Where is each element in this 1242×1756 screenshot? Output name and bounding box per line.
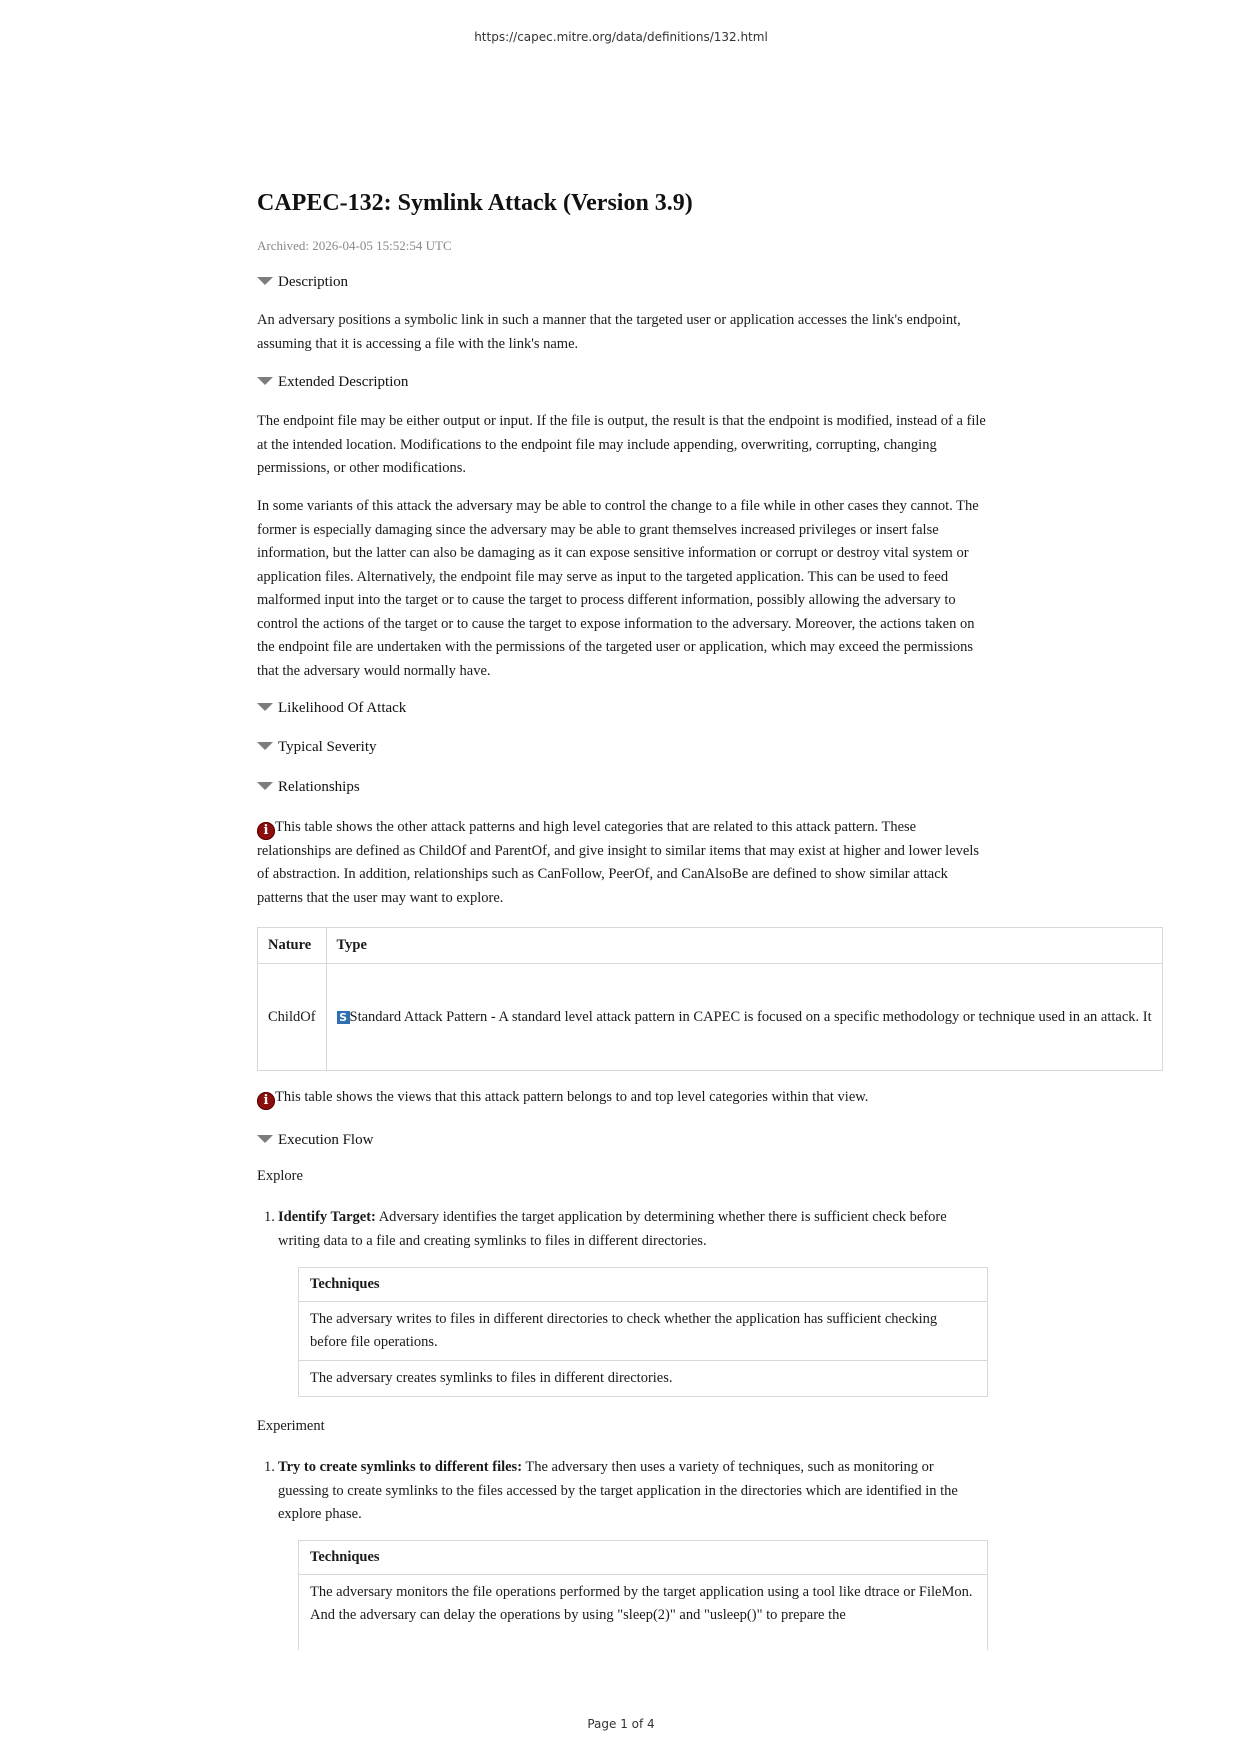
description-text: An adversary positions a symbolic link in such a manner that the targeted user or application accesses the link's endpoint, assuming that it is accessing a file with the link's name. <box>257 312 961 352</box>
collapse-triangle-icon <box>257 377 273 385</box>
section-label: Extended Description <box>278 374 409 390</box>
step-number: 1. <box>264 1209 275 1225</box>
archived-timestamp: Archived: 2026-04-05 15:52:54 UTC <box>257 238 452 253</box>
cell-nature: ChildOf <box>258 964 327 1071</box>
experiment-step <box>264 1456 988 1527</box>
column-header-type: Type <box>326 928 1162 964</box>
section-label: Likelihood Of Attack <box>278 700 407 716</box>
step-number: 1. <box>264 1459 275 1475</box>
explore-techniques-table <box>298 1267 988 1397</box>
standard-pattern-icon: S <box>337 1011 350 1024</box>
collapse-triangle-icon <box>257 742 273 750</box>
section-typical-severity[interactable] <box>257 739 377 756</box>
relationships-note-text: This table shows the other attack patterns and high level categories that are related to this attack pattern. These relationships are defined as ChildOf and ParentOf, and give insight to similar items that may exist at higher and lower levels of abstraction. In addition, relationships such as CanFollow, PeerOf, and CanAlsoBe are defined to show similar attack patterns that the user may want to explore. <box>257 819 980 906</box>
techniques-header: Techniques <box>299 1268 988 1302</box>
section-description[interactable] <box>257 274 348 291</box>
extended-description-p1: The endpoint file may be either output or input. If the file is output, the result is that the endpoint is modified, instead of a file at the intended location. Modifications to the endpoint file may include appending, overwriting, corrupting, changing permissions, or other modifications. <box>257 413 986 476</box>
step-title: Try to create symlinks to different files: <box>278 1459 523 1475</box>
section-label: Description <box>278 274 348 290</box>
relationships-note <box>257 816 987 910</box>
cell-type <box>326 964 1162 1071</box>
table-header-row <box>258 928 1163 964</box>
explore-step <box>264 1206 988 1253</box>
info-icon: i <box>257 822 275 840</box>
collapse-triangle-icon <box>257 703 273 711</box>
info-icon: i <box>257 1092 275 1110</box>
section-likelihood[interactable] <box>257 700 406 717</box>
step-text: Adversary identifies the target application by determining whether there is sufficient check before writing data to a file and creating symlinks to files in different directories. <box>278 1209 947 1249</box>
experiment-techniques-table <box>298 1540 988 1650</box>
section-execution-flow[interactable] <box>257 1132 373 1149</box>
relationships-table <box>257 927 1163 1071</box>
views-note-text: This table shows the views that this attack pattern belongs to and top level categories within that view. <box>275 1089 869 1105</box>
phase-experiment-label: Experiment <box>257 1418 325 1434</box>
technique-row: The adversary writes to files in different directories to check whether the application has sufficient checking before file operations. <box>299 1302 988 1361</box>
section-label: Relationships <box>278 779 360 795</box>
section-label: Typical Severity <box>278 739 377 755</box>
cell-type-text[interactable]: Standard Attack Pattern - A standard level attack pattern in CAPEC is focused on a specific methodology or technique used in an attack. It <box>349 1008 1152 1025</box>
step-text: The adversary then uses a variety of techniques, such as monitoring or guessing to create symlinks to the files accessed by the target application in the directories which are identified in the explore phase. <box>278 1459 958 1522</box>
page-url: https://capec.mitre.org/data/definitions/132.html <box>474 30 768 44</box>
section-extended-description[interactable] <box>257 374 408 391</box>
collapse-triangle-icon <box>257 782 273 790</box>
collapse-triangle-icon <box>257 277 273 285</box>
page-title: CAPEC-132: Symlink Attack (Version 3.9) <box>257 190 693 216</box>
views-note <box>257 1086 987 1110</box>
technique-row: The adversary monitors the file operations performed by the target application using a tool like dtrace or FileMon. And the adversary can delay the operations by using "sleep(2)" and "usleep()" to prepare the <box>299 1575 988 1651</box>
section-label: Execution Flow <box>278 1132 374 1148</box>
page-footer: Page 1 of 4 <box>587 1717 655 1731</box>
techniques-header: Techniques <box>299 1541 988 1575</box>
step-title: Identify Target: <box>278 1209 376 1225</box>
collapse-triangle-icon <box>257 1135 273 1143</box>
technique-row: The adversary creates symlinks to files in different directories. <box>299 1361 988 1397</box>
phase-explore-label: Explore <box>257 1168 303 1184</box>
table-row <box>258 964 1163 1071</box>
extended-description-p2: In some variants of this attack the adversary may be able to control the change to a file while in other cases they cannot. The former is especially damaging since the adversary may be able to grant themselves increased privileges or insert false information, but the latter can also be damaging as it can expose sensitive information or corrupt or destroy vital system or application files. Alternatively, the endpoint file may serve as input to the targeted application. This can be used to feed malformed input into the target or to cause the target to process different information, possibly allowing the adversary to control the actions of the target or to cause the target to expose information to the adversary. Moreover, the actions taken on the endpoint file are undertaken with the permissions of the targeted user or application, which may exceed the permissions that the adversary would normally have. <box>257 498 979 679</box>
column-header-nature: Nature <box>258 928 327 964</box>
section-relationships[interactable] <box>257 779 360 796</box>
